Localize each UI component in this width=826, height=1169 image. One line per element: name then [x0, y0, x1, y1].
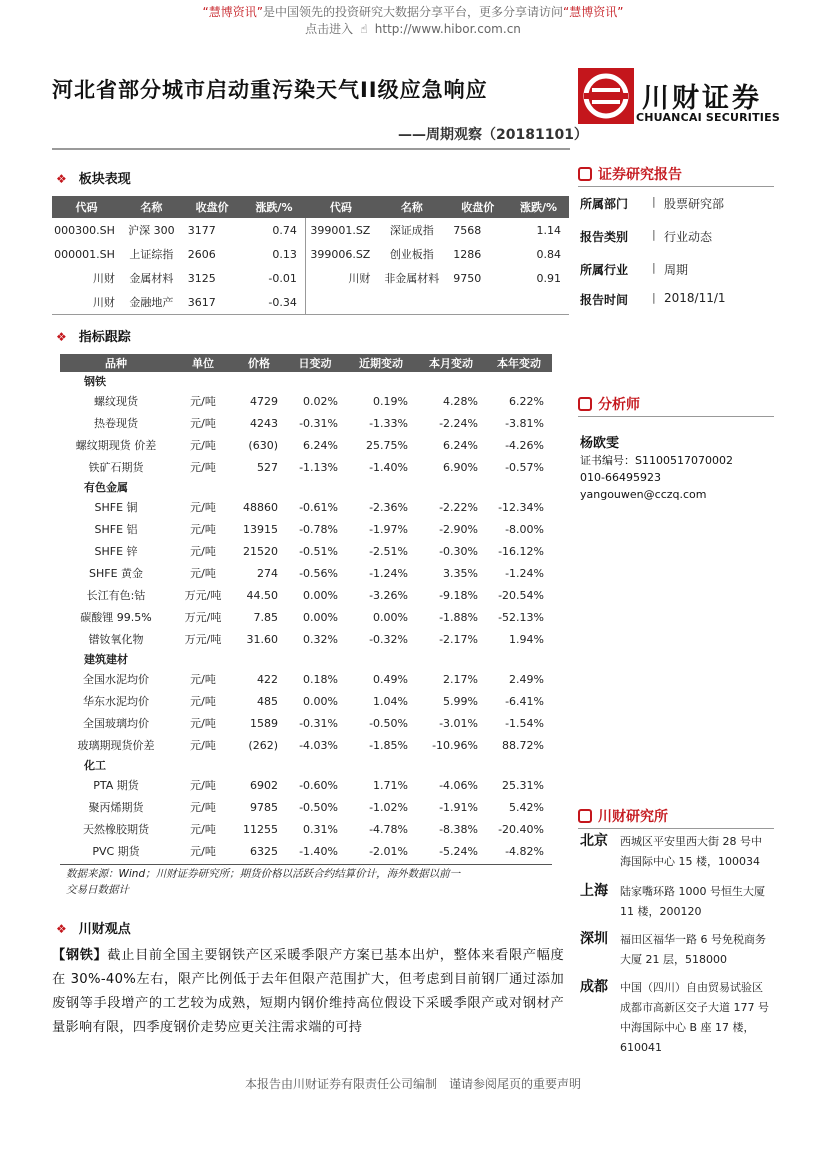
- report-meta: [580, 195, 780, 321]
- indicator-unit: 元/吨: [190, 501, 216, 514]
- institute-head: [578, 806, 668, 826]
- market-header-cell: 名称: [376, 196, 447, 218]
- indicator-price: 4243: [250, 416, 278, 430]
- report-head-label: 证券研究报告: [598, 167, 682, 183]
- indicator-header-cell: 价格: [234, 354, 284, 372]
- meta-value: 2018/11/1: [664, 291, 726, 305]
- indicator-daily-change: -0.60%: [299, 778, 338, 792]
- section-view-label: 川财观点: [78, 922, 131, 937]
- market-cell: 0.13: [272, 247, 297, 261]
- indicator-name: 螺纹现货: [94, 395, 138, 408]
- indicator-price: 21520: [243, 544, 278, 558]
- indicator-year-change: -8.00%: [505, 522, 544, 536]
- indicator-year-change: -4.82%: [505, 844, 544, 858]
- indicator-year-change: -1.24%: [505, 566, 544, 580]
- indicator-recent-change: 25.75%: [366, 438, 408, 452]
- market-cell: 0.91: [536, 271, 561, 285]
- indicator-recent-change: 1.71%: [373, 778, 408, 792]
- indicator-table: [60, 354, 552, 862]
- indicator-unit: 元/吨: [190, 823, 216, 836]
- market-cell: 川财: [305, 266, 376, 290]
- indicator-unit: 元/吨: [190, 395, 216, 408]
- market-cell: 上证综指: [129, 248, 174, 261]
- indicator-month-change: 2.17%: [443, 672, 478, 686]
- section-market-label: 板块表现: [78, 172, 131, 187]
- market-table: [52, 196, 569, 314]
- office-address-line: 西城区平安里西大街 28 号中: [620, 835, 762, 848]
- office-address-line: 福田区福华一路 6 号免税商务: [620, 933, 766, 946]
- indicator-name: 热卷现货: [94, 417, 138, 430]
- indicator-row: [60, 668, 552, 690]
- indicator-unit: 元/吨: [190, 567, 216, 580]
- indicator-daily-change: 0.00%: [303, 588, 338, 602]
- indicator-row: [60, 774, 552, 796]
- indicator-row: [60, 690, 552, 712]
- meta-value: 周期: [664, 263, 689, 277]
- analyst-email[interactable]: yangouwen@cczq.com: [580, 488, 707, 501]
- indicator-recent-change: -2.01%: [369, 844, 408, 858]
- indicator-month-change: -2.90%: [439, 522, 478, 536]
- indicator-unit: 万元/吨: [184, 633, 222, 646]
- logo-text-en: CHUANCAI SECURITIES: [636, 111, 780, 124]
- indicator-price: 11255: [243, 822, 278, 836]
- meta-key: 报告类别: [580, 230, 629, 244]
- indicator-header-cell: 近期变动: [346, 354, 416, 372]
- report-head: [578, 164, 682, 184]
- office-address: [620, 978, 784, 1058]
- indicator-daily-change: -0.51%: [299, 544, 338, 558]
- indicator-category-row: [60, 650, 552, 668]
- indicator-header-cell: 品种: [60, 354, 172, 372]
- meta-separator: |: [652, 291, 656, 304]
- office-city: 上海: [580, 883, 608, 899]
- banner-text: 是中国领先的投资研究大数据分享平台，更多分享请访问: [262, 5, 563, 19]
- indicator-daily-change: -0.56%: [299, 566, 338, 580]
- meta-key: 报告时间: [580, 293, 629, 307]
- office-city: 深圳: [580, 931, 608, 947]
- indicator-unit: 元/吨: [190, 779, 216, 792]
- indicator-category: 化工: [84, 759, 106, 772]
- indicator-month-change: -1.91%: [439, 800, 478, 814]
- indicator-price: 9785: [250, 800, 278, 814]
- meta-value: 行业动态: [664, 230, 713, 244]
- indicator-name: 碳酸锂 99.5%: [80, 611, 152, 624]
- indicator-row: [60, 456, 552, 478]
- market-cell: 川财: [92, 296, 115, 309]
- market-cell: 0.74: [272, 223, 297, 237]
- indicator-year-change: 88.72%: [502, 738, 544, 752]
- meta-row: [580, 228, 780, 261]
- market-cell: 金融地产: [129, 296, 174, 309]
- office-address-line: 中国（四川）自由贸易试验区: [620, 981, 763, 994]
- section-indicators-label: 指标跟踪: [78, 330, 131, 345]
- indicator-name: 铁矿石期货: [88, 461, 144, 474]
- indicator-daily-change: 0.00%: [303, 610, 338, 624]
- indicator-recent-change: -1.85%: [369, 738, 408, 752]
- indicator-daily-change: 0.18%: [303, 672, 338, 686]
- indicator-name: 华东水泥均价: [83, 695, 149, 708]
- report-head-rule: [578, 186, 774, 187]
- section-view-title: [56, 918, 131, 937]
- market-cell: [447, 290, 508, 314]
- market-cell: 9750: [453, 271, 482, 285]
- indicator-name: SHFE 铝: [94, 523, 138, 536]
- market-header-cell: 名称: [121, 196, 182, 218]
- diamond-bullet-icon: ❖: [56, 922, 67, 936]
- data-source-note: [66, 866, 546, 898]
- diamond-bullet-icon: ❖: [56, 330, 67, 344]
- view-tag: 【钢铁】: [52, 948, 108, 963]
- indicator-price: 6902: [250, 778, 278, 792]
- report-icon: [578, 167, 592, 181]
- banner-enter-label: 点击进入: [305, 22, 354, 36]
- indicator-row: [60, 606, 552, 628]
- section-market-title: [56, 168, 131, 187]
- market-cell: [508, 290, 569, 314]
- institute-head-rule: [578, 828, 774, 829]
- indicator-row: [60, 796, 552, 818]
- market-row: [52, 290, 569, 314]
- market-cell: 399006.SZ: [305, 242, 376, 266]
- indicator-month-change: -10.96%: [432, 738, 478, 752]
- indicator-price: (630): [248, 438, 278, 452]
- indicator-header-cell: 日变动: [284, 354, 346, 372]
- indicator-daily-change: -1.40%: [299, 844, 338, 858]
- analyst-head-rule: [578, 416, 774, 417]
- indicator-row: [60, 840, 552, 862]
- page-subtitle: ——周期观察（20181101）: [398, 127, 588, 143]
- market-row: [52, 218, 569, 242]
- indicator-recent-change: -1.02%: [369, 800, 408, 814]
- office-address: [620, 832, 784, 872]
- market-cell: -0.34: [268, 295, 297, 309]
- meta-separator: |: [652, 195, 656, 208]
- office-address-line: 中海国际中心 B 座 17 楼，: [620, 1021, 755, 1034]
- indicator-name: PVC 期货: [92, 845, 140, 858]
- meta-row: [580, 195, 780, 228]
- logo-text-cn: 川财证券: [642, 83, 762, 114]
- indicator-month-change: -8.38%: [439, 822, 478, 836]
- market-cell: 1286: [453, 247, 482, 261]
- indicator-price: (262): [248, 738, 278, 752]
- indicator-year-change: -1.54%: [505, 716, 544, 730]
- indicator-daily-change: -1.13%: [299, 460, 338, 474]
- indicator-month-change: 3.35%: [443, 566, 478, 580]
- indicator-recent-change: -1.97%: [369, 522, 408, 536]
- indicator-month-change: -9.18%: [439, 588, 478, 602]
- indicator-unit: 元/吨: [190, 739, 216, 752]
- indicator-name: 全国玻璃均价: [83, 717, 149, 730]
- indicator-month-change: 6.90%: [443, 460, 478, 474]
- indicator-price: 7.85: [253, 610, 278, 624]
- indicator-name: SHFE 黄金: [88, 567, 144, 580]
- meta-value: 股票研究部: [664, 197, 725, 211]
- banner-url-link[interactable]: http://www.hibor.com.cn: [374, 22, 521, 36]
- market-cell: 1.14: [536, 223, 561, 237]
- indicator-row: [60, 734, 552, 756]
- market-cell: [376, 290, 447, 314]
- indicator-price: 422: [257, 672, 278, 686]
- office-city: 北京: [580, 833, 608, 849]
- market-header-cell: 收盘价: [182, 196, 243, 218]
- indicator-month-change: -4.06%: [439, 778, 478, 792]
- indicator-price: 527: [257, 460, 278, 474]
- indicator-name: 全国水泥均价: [83, 673, 149, 686]
- market-cell: 000300.SH: [54, 223, 115, 237]
- indicator-recent-change: -1.40%: [369, 460, 408, 474]
- indicator-unit: 万元/吨: [184, 611, 222, 624]
- indicator-name: PTA 期货: [93, 779, 139, 792]
- indicator-month-change: -2.17%: [439, 632, 478, 646]
- indicator-daily-change: 0.31%: [303, 822, 338, 836]
- pointer-icon: ☝: [360, 22, 368, 36]
- indicator-unit: 元/吨: [190, 545, 216, 558]
- indicator-year-change: -6.41%: [505, 694, 544, 708]
- indicator-recent-change: -1.33%: [369, 416, 408, 430]
- indicator-name: 天然橡胶期货: [83, 823, 149, 836]
- office-address-line: 610041: [620, 1041, 662, 1054]
- office-address: [620, 882, 784, 922]
- indicator-name: 镨钕氧化物: [88, 633, 144, 646]
- indicator-year-change: -3.81%: [505, 416, 544, 430]
- indicator-header-cell: 单位: [172, 354, 234, 372]
- office-address-line: 成都市高新区交子大道 177 号: [620, 1001, 769, 1014]
- indicator-month-change: -2.22%: [439, 500, 478, 514]
- indicator-category: 有色金属: [84, 481, 128, 494]
- indicator-header-cell: 本月变动: [416, 354, 486, 372]
- indicator-name: 长江有色:钴: [86, 589, 146, 602]
- indicator-recent-change: 1.04%: [373, 694, 408, 708]
- view-text: 截止目前全国主要钢铁产区采暖季限产方案已基本出炉，整体来看限产幅度在 30%-40%左右，限产比例低于去年但限产范围扩大，但考虑到目前钢厂通过添加废钢等手段增产的工艺较为成熟，短期内钢价维持高位假设下采暖季限产或对钢材产量影响有限，四季度钢价走势应更关注需求端的可持: [52, 948, 564, 1035]
- analyst-cert: 证书编号：S1100517070002: [580, 454, 733, 467]
- market-header-cell: 收盘价: [447, 196, 508, 218]
- indicator-recent-change: 0.00%: [373, 610, 408, 624]
- indicator-row: [60, 390, 552, 412]
- indicator-month-change: 5.99%: [443, 694, 478, 708]
- institute-icon: [578, 809, 592, 823]
- market-cell: 川财: [92, 272, 115, 285]
- indicator-unit: 元/吨: [190, 461, 216, 474]
- indicator-unit: 元/吨: [190, 523, 216, 536]
- market-cell: 000001.SH: [54, 247, 115, 261]
- market-cell: 3177: [187, 223, 216, 237]
- indicator-daily-change: -4.03%: [299, 738, 338, 752]
- indicator-row: [60, 518, 552, 540]
- indicator-price: 13915: [243, 522, 278, 536]
- market-row: [52, 242, 569, 266]
- market-cell: -0.01: [268, 271, 297, 285]
- indicator-year-change: 5.42%: [509, 800, 544, 814]
- indicator-price: 6325: [250, 844, 278, 858]
- indicator-year-change: 1.94%: [509, 632, 544, 646]
- analyst-head: [578, 394, 640, 414]
- indicator-year-change: -20.40%: [498, 822, 544, 836]
- meta-separator: |: [652, 228, 656, 241]
- indicator-price: 31.60: [246, 632, 278, 646]
- market-cell: 创业板指: [389, 248, 434, 261]
- indicator-month-change: -5.24%: [439, 844, 478, 858]
- market-cell: 7568: [453, 223, 482, 237]
- market-cell: 金属材料: [129, 272, 174, 285]
- market-cell: 3617: [187, 295, 216, 309]
- market-header-cell: 代码: [52, 196, 121, 218]
- market-row: [52, 266, 569, 290]
- indicator-month-change: -2.24%: [439, 416, 478, 430]
- indicator-row: [60, 496, 552, 518]
- indicator-row: [60, 412, 552, 434]
- indicator-recent-change: -4.78%: [369, 822, 408, 836]
- indicator-row: [60, 540, 552, 562]
- indicator-year-change: -12.34%: [498, 500, 544, 514]
- indicator-recent-change: -0.50%: [369, 716, 408, 730]
- indicator-daily-change: -0.61%: [299, 500, 338, 514]
- indicator-year-change: -16.12%: [498, 544, 544, 558]
- indicator-month-change: 4.28%: [443, 394, 478, 408]
- data-source-line-1: 数据来源：Wind；川财证券研究所；期货价格以活跃合约结算价计，海外数据以前一: [66, 868, 461, 880]
- indicator-recent-change: -1.24%: [369, 566, 408, 580]
- indicator-unit: 元/吨: [190, 801, 216, 814]
- indicator-recent-change: -2.51%: [369, 544, 408, 558]
- market-cell: 0.84: [536, 247, 561, 261]
- banner-brand: “慧博资讯”: [202, 5, 263, 19]
- indicator-row: [60, 562, 552, 584]
- market-header-cell: 涨跌/%: [243, 196, 306, 218]
- indicator-name: 玻璃期现货价差: [77, 739, 155, 752]
- indicator-name: 螺纹期现货 价差: [75, 439, 157, 452]
- indicator-daily-change: -0.78%: [299, 522, 338, 536]
- institute-head-label: 川财研究所: [598, 809, 668, 825]
- indicator-recent-change: 0.49%: [373, 672, 408, 686]
- data-source-line-2: 交易日数据计: [66, 884, 129, 896]
- indicator-unit: 元/吨: [190, 845, 216, 858]
- indicator-year-change: -0.57%: [505, 460, 544, 474]
- company-logo-icon: [578, 68, 634, 124]
- indicator-name: SHFE 锌: [94, 545, 138, 558]
- indicator-price: 4729: [250, 394, 278, 408]
- indicator-row: [60, 584, 552, 606]
- office-city: 成都: [580, 979, 608, 995]
- indicator-row: [60, 628, 552, 650]
- indicator-name: 聚丙烯期货: [88, 801, 144, 814]
- indicator-unit: 元/吨: [190, 439, 216, 452]
- indicator-name: SHFE 铜: [94, 501, 138, 514]
- indicator-daily-change: -0.31%: [299, 416, 338, 430]
- indicator-year-change: -20.54%: [498, 588, 544, 602]
- indicator-month-change: 6.24%: [443, 438, 478, 452]
- indicator-price: 48860: [243, 500, 278, 514]
- analyst-phone: 010-66495923: [580, 471, 661, 484]
- office-address-line: 大厦 21 层，518000: [620, 953, 727, 966]
- banner-brand-2: “慧博资讯”: [563, 5, 624, 19]
- market-cell: [305, 290, 376, 314]
- indicator-price: 1589: [250, 716, 278, 730]
- indicator-daily-change: -0.50%: [299, 800, 338, 814]
- indicator-year-change: 25.31%: [502, 778, 544, 792]
- indicator-row: [60, 434, 552, 456]
- analyst-icon: [578, 397, 592, 411]
- indicator-daily-change: 0.32%: [303, 632, 338, 646]
- section-indicators-title: [56, 326, 131, 345]
- market-divider: [52, 314, 569, 315]
- office-address-line: 海国际中心 15 楼，100034: [620, 855, 760, 868]
- indicator-category: 钢铁: [84, 375, 106, 388]
- indicator-category-row: [60, 478, 552, 496]
- indicator-year-change: -52.13%: [498, 610, 544, 624]
- indicator-recent-change: 0.19%: [373, 394, 408, 408]
- meta-row: [580, 291, 780, 321]
- indicator-row: [60, 712, 552, 734]
- market-cell: 深证成指: [389, 224, 434, 237]
- indicator-recent-change: -3.26%: [369, 588, 408, 602]
- indicator-month-change: -3.01%: [439, 716, 478, 730]
- indicator-unit: 元/吨: [190, 695, 216, 708]
- indicator-recent-change: -2.36%: [369, 500, 408, 514]
- indicator-year-change: 2.49%: [509, 672, 544, 686]
- page-title: 河北省部分城市启动重污染天气II级应急响应: [52, 78, 488, 102]
- indicator-category: 建筑建材: [84, 653, 128, 666]
- indicator-price: 44.50: [246, 588, 278, 602]
- indicator-daily-change: 0.00%: [303, 694, 338, 708]
- top-banner: [0, 4, 826, 38]
- office-address-line: 陆家嘴环路 1000 号恒生大厦: [620, 885, 765, 898]
- page-footer: 本报告由川财证券有限责任公司编制 谨请参阅尾页的重要声明: [244, 1077, 581, 1091]
- indicator-price: 274: [257, 566, 278, 580]
- diamond-bullet-icon: ❖: [56, 172, 67, 186]
- meta-key: 所属行业: [580, 263, 629, 277]
- indicator-month-change: -1.88%: [439, 610, 478, 624]
- indicator-unit: 万元/吨: [184, 589, 222, 602]
- market-header-cell: 涨跌/%: [508, 196, 569, 218]
- indicator-unit: 元/吨: [190, 673, 216, 686]
- indicator-daily-change: 6.24%: [303, 438, 338, 452]
- indicator-header-cell: 本年变动: [486, 354, 552, 372]
- meta-key: 所属部门: [580, 197, 629, 211]
- indicator-category-row: [60, 756, 552, 774]
- indicator-unit: 元/吨: [190, 417, 216, 430]
- analyst-head-label: 分析师: [598, 397, 640, 413]
- office-address: [620, 930, 784, 970]
- meta-row: [580, 261, 780, 291]
- header-divider: [52, 148, 570, 150]
- market-cell: 2606: [187, 247, 216, 261]
- market-cell: 沪深 300: [128, 224, 175, 237]
- indicator-daily-change: 0.02%: [303, 394, 338, 408]
- view-paragraph: [52, 944, 564, 1040]
- indicator-unit: 元/吨: [190, 717, 216, 730]
- indicator-year-change: 6.22%: [509, 394, 544, 408]
- indicator-price: 485: [257, 694, 278, 708]
- analyst-name: 杨欧雯: [580, 436, 620, 451]
- indicator-month-change: -0.30%: [439, 544, 478, 558]
- meta-separator: |: [652, 261, 656, 274]
- market-cell: 399001.SZ: [305, 218, 376, 242]
- indicator-row: [60, 818, 552, 840]
- market-cell: 非金属材料: [384, 272, 440, 285]
- market-cell: 3125: [187, 271, 216, 285]
- analyst-contact: [580, 452, 733, 503]
- indicator-category-row: [60, 372, 552, 390]
- indicator-year-change: -4.26%: [505, 438, 544, 452]
- office-address-line: 11 楼，200120: [620, 905, 702, 918]
- indicator-table-bottom-rule: [60, 864, 552, 865]
- market-header-cell: 代码: [305, 196, 376, 218]
- indicator-daily-change: -0.31%: [299, 716, 338, 730]
- indicator-recent-change: -0.32%: [369, 632, 408, 646]
